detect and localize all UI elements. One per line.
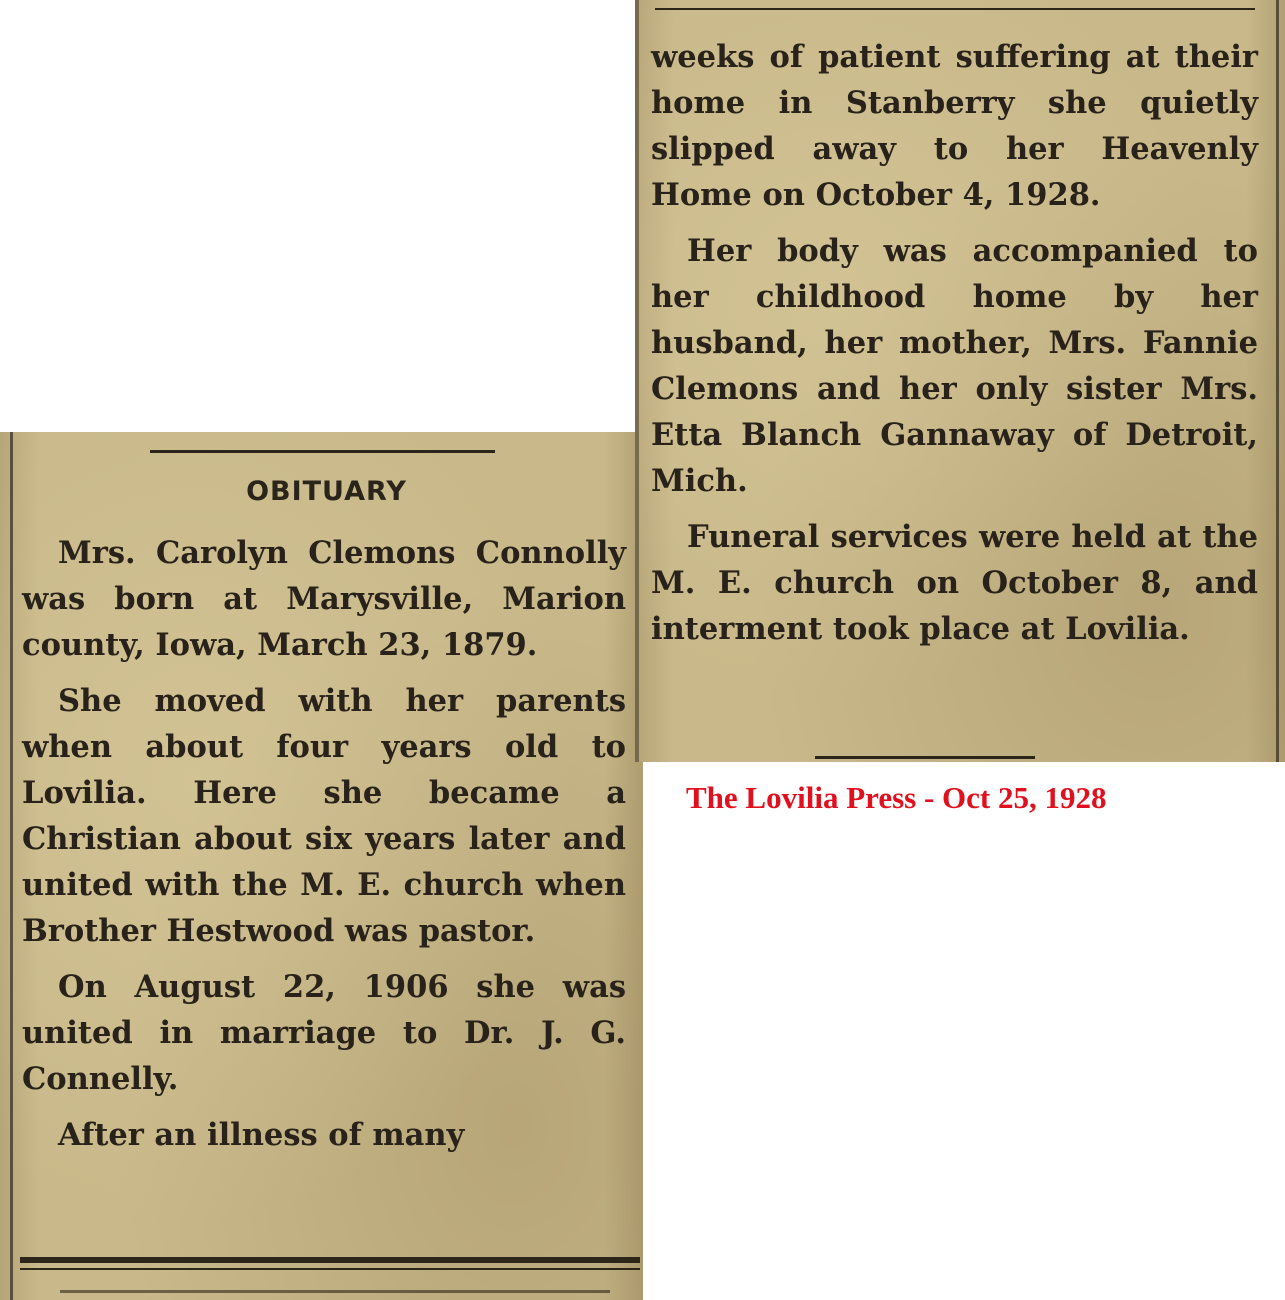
paragraph-childhood: She moved with her parents when about four years old to Lovilia. Here she became a Christian about six years later and united with the M. E. church when Brother Hestwood was pastor.: [22, 683, 626, 949]
paragraph-death: weeks of patient suffering at their home in Stanberry she quietly slipped away to her Heavenly Home on October 4, 1928.: [651, 39, 1258, 213]
paragraph-funeral: Funeral services were held at the M. E. church on October 8, and interment took place at Lovilia.: [651, 519, 1258, 647]
top-rule: [150, 450, 495, 453]
obituary-heading: OBITUARY: [246, 476, 407, 507]
bottom-rule-thick: [20, 1257, 640, 1263]
paragraph-burial-journey: Her body was accompanied to her childhood home by her husband, her mother, Mrs. Fannie Clemons and her only sister Mrs. Etta Blanch Gannaway of Detroit, Mich.: [651, 233, 1258, 499]
bottom-rule-thin: [20, 1268, 640, 1270]
bottom-rule-faint: [60, 1290, 610, 1293]
column-rule-left: [635, 0, 639, 762]
obituary-clipping-left: [0, 432, 643, 1300]
column-rule-right: [1276, 0, 1279, 762]
source-caption: The Lovilia Press - Oct 25, 1928: [686, 780, 1107, 815]
obituary-clipping-right: [635, 0, 1285, 762]
paragraph-illness-start: After an illness of many: [58, 1117, 465, 1153]
obituary-body-right: [651, 34, 1258, 662]
end-rule: [815, 756, 1035, 759]
paragraph-marriage: On August 22, 1906 she was united in marriage to Dr. J. G. Connelly.: [22, 969, 626, 1097]
obituary-body-left: [22, 530, 626, 1168]
paragraph-birth: Mrs. Carolyn Clemons Connolly was born at Marysville, Marion county, Iowa, March 23, 1879.: [22, 535, 626, 663]
top-rule: [655, 8, 1255, 10]
column-rule: [10, 432, 13, 1300]
